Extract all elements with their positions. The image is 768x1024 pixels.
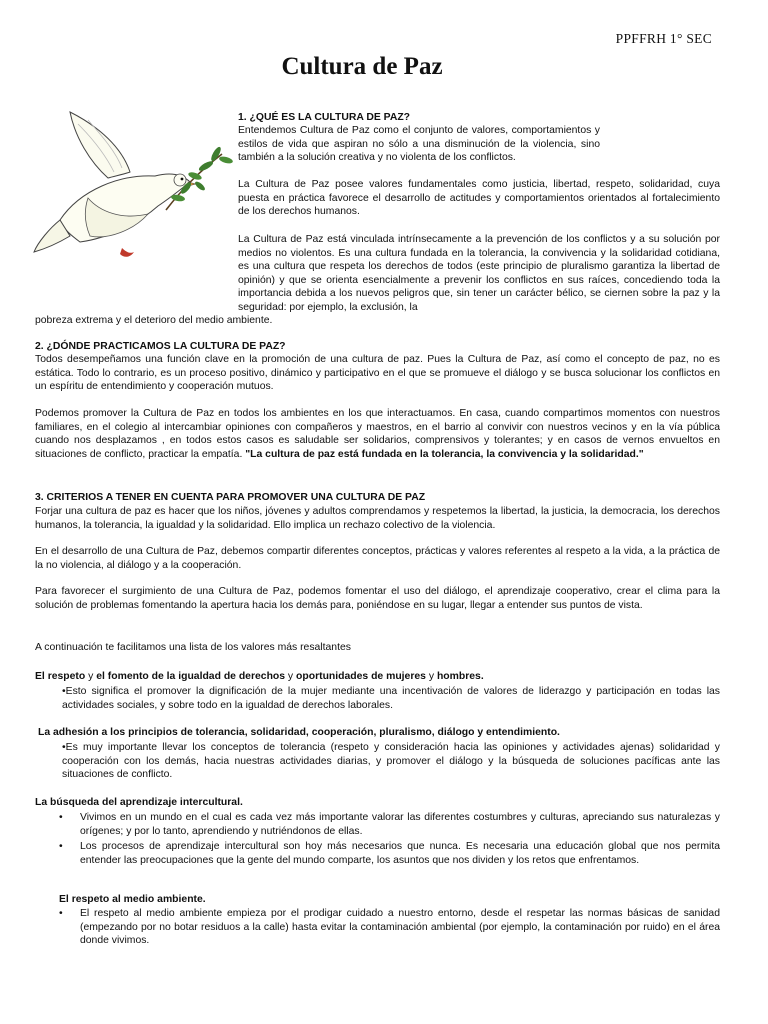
section-2-paragraph-2-text: Podemos promover la Cultura de Paz en todos los ambientes en los que interactuamos. En casa, cuando compartimos momentos con nuestros familiares, en el colegio al intercambiar opiniones con compañeros y maestros, en el barrio al convivir con nuestros vecinos y en la vía pública cuando nos desplazamos , en todos estos casos es saludable ser solidarios, comprensivos y tolerantes; y en casos de vernos envueltos en situaciones de conflicto, practicar la empatía. bbox=[35, 408, 720, 460]
value-3-bullet-1 bbox=[59, 811, 720, 838]
section-3-heading: 3. CRITERIOS A TENER EN CUENTA PARA PROMOVER UNA CULTURA DE PAZ bbox=[35, 492, 426, 503]
section-1-paragraph-1: Entendemos Cultura de Paz como el conjunto de valores, comportamientos y estilos de vida que aspiran no sólo a una disminución de la violencia, sino también a la solución creativa y no violenta de los conflictos. bbox=[238, 125, 600, 164]
section-3-paragraph-3: Para favorecer el surgimiento de una Cultura de Paz, podemos fomentar el uso del diálogo, el aprendizaje cooperativo, crear el clima para la solución de problemas fomentando la apertura hacia los demás para, poniéndose en su lugar, llegar a entender sus puntos de vista. bbox=[35, 586, 720, 611]
section-2-paragraph-1: Todos desempeñamos una función clave en la promoción de una cultura de paz. Pues la Cultura de Paz, así como el concepto de paz, no es estática. Todo lo contrario, es un proceso positivo, dinámico y participativo en el que se promueve el diálogo y se busca solucionar los conflictos en un espíritu de entendimiento y cooperación mutuos. bbox=[35, 354, 720, 393]
value-3-bullet-2 bbox=[59, 840, 720, 867]
section-2-heading: 2. ¿DÓNDE PRACTICAMOS LA CULTURA DE PAZ? bbox=[35, 341, 286, 352]
value-2-heading: La adhesión a los principios de tolerancia, solidaridad, cooperación, pluralismo, diálogo y entendimiento. bbox=[38, 727, 560, 738]
value-3-bullet-2-text: Los procesos de aprendizaje intercultural son hoy más necesarios que nunca. Es necesaria una educación global que nos permita entender las preocupaciones que la gente del mundo comparte, los asuntos que nos dividen y los retos que enfrentamos. bbox=[80, 841, 720, 866]
section-1-paragraph-3-end: pobreza extrema y el deterioro del medio ambiente. bbox=[35, 315, 273, 326]
dove-illustration bbox=[30, 102, 238, 270]
dove-icon bbox=[34, 112, 234, 257]
section-2-paragraph-2 bbox=[35, 407, 720, 461]
value-4-bullet-1-text: El respeto al medio ambiente empieza por el prodigar cuidado a nuestro entorno, desde el respetar las normas básicas de sanidad (empezando por no botar residuos a la calle) hasta evitar la contaminación ambiental (por ejemplo, la contaminación por ruido) en el área donde vivimos. bbox=[80, 908, 720, 947]
value-3-heading: La búsqueda del aprendizaje intercultural. bbox=[35, 797, 243, 808]
section-1-paragraph-2: La Cultura de Paz posee valores fundamentales como justicia, libertad, respeto, solidaridad, cuya puesta en práctica favorece el desarrollo de actitudes y comportamientos orientados al fortalecimiento de los derechos humanos. bbox=[238, 179, 720, 218]
value-1-heading-part: el fomento de la igualdad de derechos bbox=[96, 671, 286, 682]
section-2-quote: "La cultura de paz está fundada en la tolerancia, la convivencia y la solidaridad." bbox=[245, 448, 644, 460]
section-1-paragraph-3: La Cultura de Paz está vinculada intrínsecamente a la prevención de los conflictos y a su solución por medios no violentos. Es una cultura fundada en la tolerancia, la convivencia y la solidaridad cotidiana, es una cultura que respeta los derechos de todos (este principio de pluralismo garantiza la libertad de opinión) y que se orienta esencialmente a prevenir los conflictos en sus raíces, concediendo toda la importancia debida a los nuevos peligros que, sin tener un carácter bélico, se ciernen sobre la paz y la seguridad: por ejemplo, la exclusión, la bbox=[238, 234, 720, 313]
value-1-heading-connector: y bbox=[425, 671, 437, 682]
section-3-paragraph-2: En el desarrollo de una Cultura de Paz, debemos compartir diferentes conceptos, prácticas y valores referentes al respeto a la vida, a la práctica de la no violencia, al diálogo y a la cooperación. bbox=[35, 546, 720, 571]
value-1-heading-part: El respeto bbox=[35, 671, 86, 682]
value-1-heading bbox=[35, 670, 720, 684]
value-4-heading: El respeto al medio ambiente. bbox=[59, 894, 206, 905]
bullet-icon: • bbox=[59, 908, 63, 919]
value-1-heading-part: hombres. bbox=[436, 671, 484, 682]
bullet-icon: • bbox=[59, 812, 63, 823]
value-2-bullet: •Es muy importante llevar los conceptos de tolerancia (respeto y consideración hacia las opiniones y actividades ajenas) solidaridad y cooperación con los demás, hacia nuestras actividades diarias, y promover el diálogo y la búsqueda de soluciones pacíficas ante las situaciones de conflicto. bbox=[62, 742, 720, 781]
value-1-heading-connector: y bbox=[85, 671, 97, 682]
value-4-bullet-1 bbox=[59, 907, 720, 948]
value-3-bullet-1-text: Vivimos en un mundo en el cual es cada vez más importante valorar las diferentes costumbres y culturas, apreciando sus naturalezas y orígenes; y por lo tanto, aprendiendo y nutriéndonos de ellas. bbox=[80, 812, 720, 837]
bullet-icon: • bbox=[59, 841, 63, 852]
section-1-heading: 1. ¿QUÉ ES LA CULTURA DE PAZ? bbox=[238, 112, 411, 123]
section-3-paragraph-4: A continuación te facilitamos una lista de los valores más resaltantes bbox=[35, 642, 351, 653]
section-3-paragraph-1: Forjar una cultura de paz es hacer que los niños, jóvenes y adultos comprendamos y respetemos la libertad, la justicia, la democracia, los derechos humanos, la tolerancia, la igualdad y la solidaridad. Ello implica un rechazo colectivo de la violencia. bbox=[35, 506, 720, 531]
header-code: PPFFRH 1° SEC bbox=[615, 31, 712, 46]
page-title: Cultura de Paz bbox=[281, 53, 443, 80]
value-1-bullet: •Esto significa el promover la dignificación de la mujer mediante una incentivación de valores de liderazgo y participación en todas las actividades sociales, y sobre todo en la igualdad de derechos laborales. bbox=[62, 686, 720, 711]
value-1-heading-connector: y bbox=[285, 671, 297, 682]
value-1-heading-part: oportunidades de mujeres bbox=[296, 671, 426, 682]
